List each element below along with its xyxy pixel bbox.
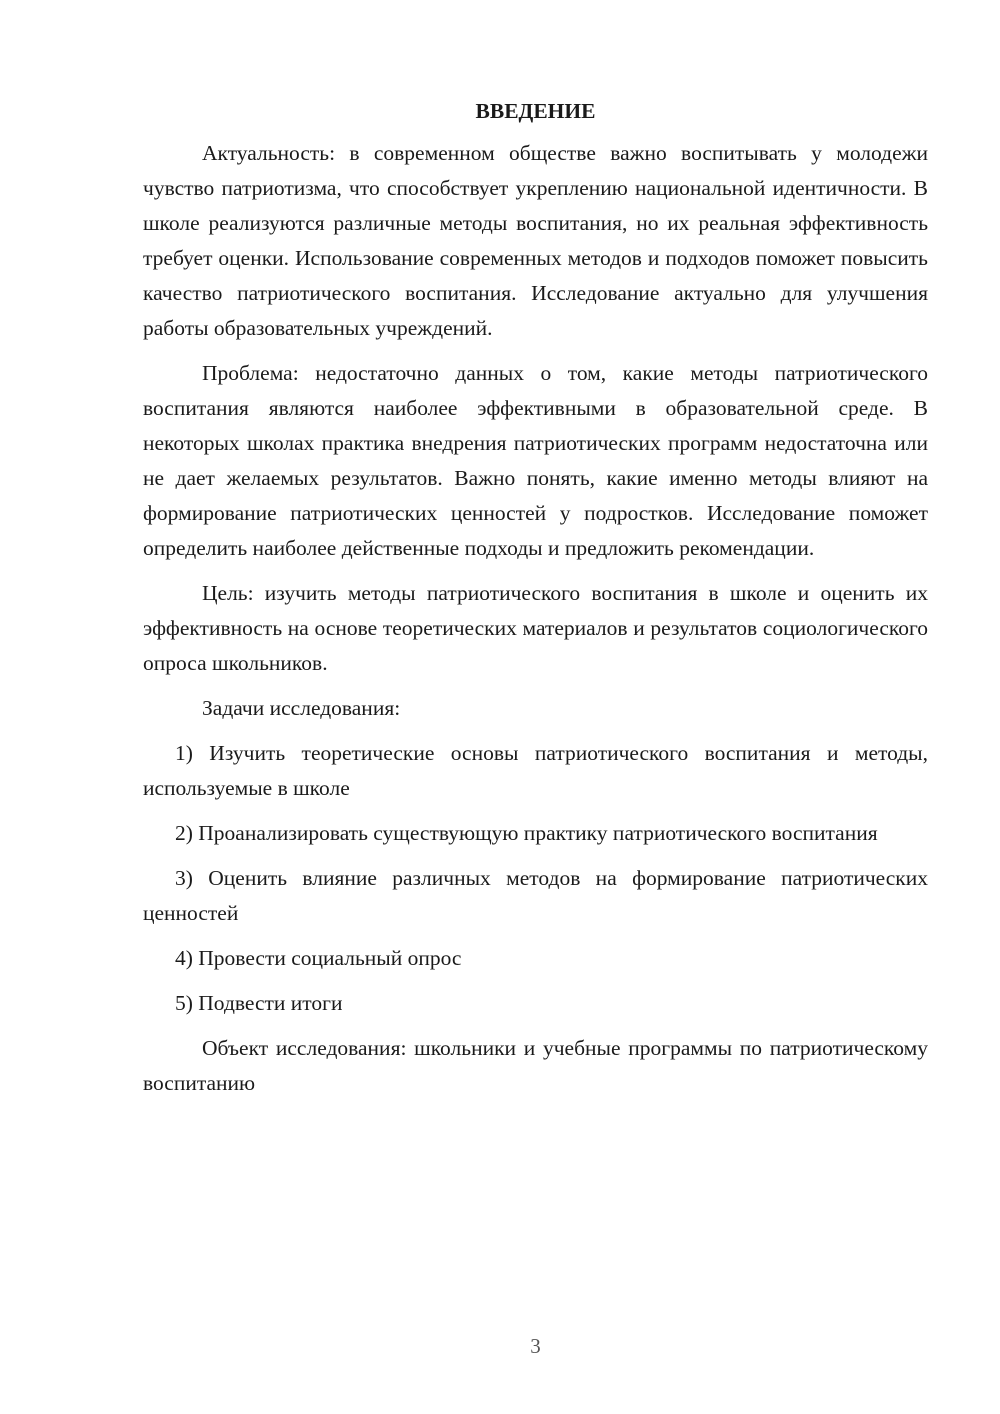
task-item: 2) Проанализировать существующую практику патриотического воспитания <box>175 821 878 845</box>
task-item: 5) Подвести итоги <box>175 991 343 1015</box>
page-number: 3 <box>530 1334 541 1358</box>
object-paragraph: Объект исследования: школьники и учебные программы по патриотическому воспитанию <box>143 1036 928 1095</box>
section-title: ВВЕДЕНИЕ <box>475 99 596 123</box>
problem-paragraph: Проблема: недостаточно данных о том, какие методы патриотического воспитания являются наиболее эффективными в образовательной среде. В некоторых школах практика внедрения патриотических программ недостаточна или не дает желаемых результатов. Важно понять, какие именно методы влияют на формирование патриотических ценностей у подростков. Исследование поможет определить наиболее действенные подходы и предложить рекомендации. <box>143 361 928 560</box>
task-item: 4) Провести социальный опрос <box>175 946 462 970</box>
relevance-paragraph: Актуальность: в современном обществе важно воспитывать у молодежи чувство патриотизма, что способствует укреплению национальной идентичности. В школе реализуются различные методы воспитания, но их реальная эффективность требует оценки. Использование современных методов и подходов поможет повысить качество патриотического воспитания. Исследование актуально для улучшения работы образовательных учреждений. <box>143 141 928 340</box>
tasks-heading: Задачи исследования: <box>202 696 401 720</box>
task-item: 1) Изучить теоретические основы патриотического воспитания и методы, используемые в школе <box>143 741 928 800</box>
task-item: 3) Оценить влияние различных методов на формирование патриотических ценностей <box>143 866 928 925</box>
document-page <box>143 94 928 1111</box>
goal-paragraph: Цель: изучить методы патриотического воспитания в школе и оценить их эффективность на основе теоретических материалов и результатов социологического опроса школьников. <box>143 581 928 675</box>
